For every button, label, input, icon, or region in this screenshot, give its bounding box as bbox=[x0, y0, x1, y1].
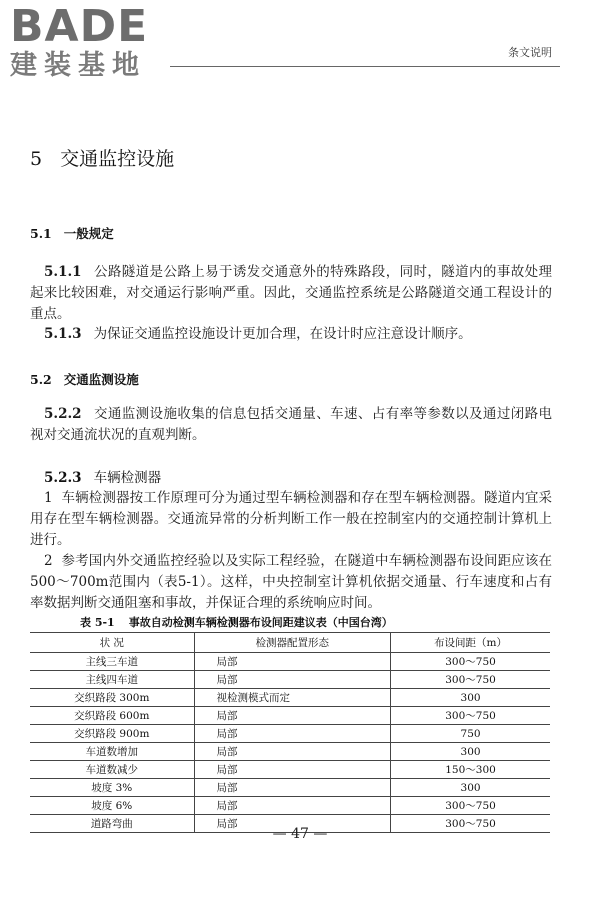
header-config: 检测器配置形态 bbox=[194, 633, 391, 653]
section-number: 5.1 bbox=[30, 226, 52, 241]
table-row bbox=[30, 653, 550, 671]
table-row bbox=[30, 671, 550, 689]
cell-config: 局部 bbox=[194, 815, 391, 833]
section-title: 一般规定 bbox=[63, 226, 114, 241]
clause-number: 5.1.3 bbox=[44, 326, 82, 342]
cell-spacing: 300 bbox=[391, 689, 550, 707]
cell-condition: 坡度 3% bbox=[30, 779, 194, 797]
section-heading-5-1 bbox=[30, 224, 114, 242]
chapter-title bbox=[30, 144, 174, 171]
cell-condition: 交织路段 600m bbox=[30, 707, 194, 725]
clause-5-1-1 bbox=[30, 262, 552, 325]
cell-config: 视检测模式而定 bbox=[194, 689, 391, 707]
cell-spacing: 300～750 bbox=[391, 671, 550, 689]
cell-condition: 主线三车道 bbox=[30, 653, 194, 671]
header-condition: 状 况 bbox=[30, 633, 194, 653]
cell-condition: 车道数减少 bbox=[30, 761, 194, 779]
cell-config: 局部 bbox=[194, 761, 391, 779]
detector-spacing-table bbox=[30, 632, 550, 833]
cell-condition: 坡度 6% bbox=[30, 797, 194, 815]
table-row bbox=[30, 725, 550, 743]
table-row bbox=[30, 761, 550, 779]
cell-spacing: 300 bbox=[391, 779, 550, 797]
table-row bbox=[30, 779, 550, 797]
item-text: 参考国内外交通监控经验以及实际工程经验，在隧道中车辆检测器布设间距应该在500～700m范围内（表5-1）。这样，中央控制室计算机依据交通量、行车速度和占有率数据判断交通阻塞和事故，并保证合理的系统响应时间。 bbox=[30, 553, 552, 611]
clause-number: 5.2.3 bbox=[44, 470, 82, 486]
chapter-title-text: 交通监控设施 bbox=[60, 148, 175, 170]
logo-subtitle: 建装基地 bbox=[10, 50, 146, 81]
clause-5-1-3 bbox=[30, 324, 552, 345]
cell-spacing: 300～750 bbox=[391, 707, 550, 725]
chapter-number: 5 bbox=[30, 148, 43, 170]
cell-condition: 车道数增加 bbox=[30, 743, 194, 761]
clause-text: 为保证交通监控设施设计更加合理，在设计时应注意设计顺序。 bbox=[93, 326, 472, 342]
cell-condition: 交织路段 300m bbox=[30, 689, 194, 707]
cell-spacing: 300 bbox=[391, 743, 550, 761]
table-row bbox=[30, 797, 550, 815]
clause-5-2-3-heading bbox=[44, 466, 161, 486]
clause-number: 5.1.1 bbox=[44, 264, 82, 280]
cell-config: 局部 bbox=[194, 707, 391, 725]
cell-config: 局部 bbox=[194, 653, 391, 671]
clause-text: 公路隧道是公路上易于诱发交通意外的特殊路段，同时，隧道内的事故处理起来比较困难，对交通运行影响严重。因此，交通监控系统是公路隧道交通工程设计的重点。 bbox=[30, 264, 552, 322]
table-header-row bbox=[30, 633, 550, 653]
cell-spacing: 300～750 bbox=[391, 815, 550, 833]
cell-spacing: 300～750 bbox=[391, 797, 550, 815]
cell-spacing: 300～750 bbox=[391, 653, 550, 671]
clause-text: 交通监测设施收集的信息包括交通量、车速、占有率等参数以及通过闭路电视对交通流状况的直观判断。 bbox=[30, 406, 552, 443]
item-number: 1 bbox=[44, 490, 53, 506]
clause-title: 车辆检测器 bbox=[93, 470, 162, 486]
item-text: 车辆检测器按工作原理可分为通过型车辆检测器和存在型车辆检测器。隧道内宜采用存在型车辆检测器。交通流异常的分析判断工作一般在控制室内的交通控制计算机上进行。 bbox=[30, 490, 552, 548]
cell-config: 局部 bbox=[194, 779, 391, 797]
cell-config: 局部 bbox=[194, 743, 391, 761]
cell-condition: 交织路段 900m bbox=[30, 725, 194, 743]
item-2 bbox=[30, 551, 552, 614]
table-caption bbox=[80, 614, 393, 630]
cell-config: 局部 bbox=[194, 725, 391, 743]
table-row bbox=[30, 743, 550, 761]
page-number: — 47 — bbox=[272, 826, 328, 842]
cell-condition: 主线四车道 bbox=[30, 671, 194, 689]
table-number: 表 5-1 bbox=[80, 616, 115, 629]
header-rule bbox=[170, 66, 560, 67]
section-heading-5-2 bbox=[30, 370, 139, 388]
table-row bbox=[30, 689, 550, 707]
bade-logo bbox=[10, 1, 180, 81]
cell-config: 局部 bbox=[194, 671, 391, 689]
header-spacing: 布设间距（m） bbox=[391, 633, 550, 653]
section-title: 交通监测设施 bbox=[63, 372, 139, 387]
section-number: 5.2 bbox=[30, 372, 52, 387]
clause-number: 5.2.2 bbox=[44, 406, 82, 422]
item-number: 2 bbox=[44, 553, 53, 569]
running-head: 条文说明 bbox=[508, 46, 552, 59]
cell-spacing: 150～300 bbox=[391, 761, 550, 779]
item-1 bbox=[30, 488, 552, 551]
table-row bbox=[30, 707, 550, 725]
table-title: 事故自动检测车辆检测器布设间距建议表（中国台湾） bbox=[128, 616, 393, 629]
cell-condition: 道路弯曲 bbox=[30, 815, 194, 833]
cell-config: 局部 bbox=[194, 797, 391, 815]
cell-spacing: 750 bbox=[391, 725, 550, 743]
logo-wordmark: BADE bbox=[10, 1, 149, 52]
clause-5-2-2 bbox=[30, 404, 552, 446]
